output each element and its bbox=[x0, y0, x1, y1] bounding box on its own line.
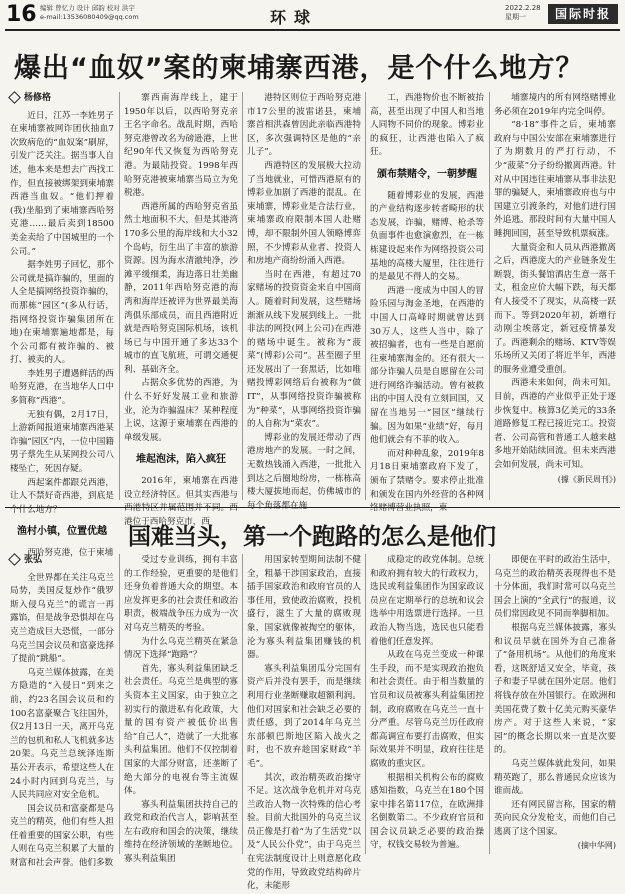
paragraph: 用国家转型期间法制不健全，粗暴干涉国家政治，直接插手国家政治和政府官员的人事任用，致使政治腐败，投机盛行，滋生了大量的腐败现象，国家就像被掏空的躯体，沦为寡头利益集团赚钱的机器。 bbox=[247, 555, 361, 661]
article1-credit: (據《新民周刊》) bbox=[557, 474, 616, 484]
paragraph: 成稳定的政党体制。总统和政府拥有较大的行政权力，选民或利益集团作为国家政议员应在定期举行的总统和议会选举中用选票进行选择。一旦政治人物当选，选民也只能看着他们任意发挥。 bbox=[370, 555, 484, 647]
paragraph: 西港一度成为中国人的冒险乐园与淘金圣地，在西港的中国人口高峰时期就曾达到30万人，这些人当中，除了被招骗者，也有一些是自愿前往柬埔寨淘金的。还有很大一部分诈骗人员是自愿留在公司进行网络诈骗活动。曾有被救出的中国人没有立刻回国，又留在当地另一“园区”继续行骗。因为如果“业绩”好，每月他们就会有不菲的收入。 bbox=[370, 285, 484, 446]
article2-byline: 张弘 bbox=[10, 554, 114, 568]
section-title: 环球 bbox=[270, 8, 319, 27]
paragraph: 无独有偶，2月17日，上游新闻报道柬埔寨西港某诈骗“园区”内，一位中国籍男子蔡先生从某网投公司八楼坠亡，死因存疑。 bbox=[10, 409, 114, 475]
paragraph: 据李姓男子回忆，那个公司就是搞诈骗的，里面的人全是搞网络投资诈骗的，而那栋“园区”(多从行话，指网络投资诈骗集团所在地)在柬埔寨遍地都是，每个公司都有被诈骗的、被打、被卖的人。 bbox=[10, 260, 114, 366]
diamond-icon bbox=[8, 553, 21, 566]
column-divider bbox=[242, 92, 243, 500]
paragraph: 占据众多优势的西港，为什么不好好发展工业和旅游业，沦为诈骗温床？某种程度上说，这源于柬埔寨在西港的单级发展。 bbox=[124, 378, 238, 443]
column-divider bbox=[489, 92, 490, 500]
paragraph: 即便在平时的政治生活中，乌克兰的政治精英表现得也不是十分体面，我们时常可以乌克兰国会上演的“全武行”的报道，议员们常因政见不同而拳脚相加。 bbox=[494, 555, 616, 620]
page-header bbox=[0, 0, 625, 30]
article1-column-3 bbox=[247, 92, 361, 511]
column-divider bbox=[365, 554, 366, 854]
paragraph: 国会议员和富豪都是乌克兰的精英，他们有些人担任着重要的国家公职，有些人则在乌克兰积累了大量的财富和社会声誉。他们多数 bbox=[10, 803, 114, 869]
column-divider bbox=[119, 554, 120, 854]
paragraph: 博彩业的发展还带动了西港房地产的发展。一时之间，无数热钱涌入西港，一批批入到达之后圈地纷房，一栋栋高楼大厦拔地而起，仿佛城市的每个角落都在施 bbox=[247, 432, 361, 511]
paragraph: 西港所属的西哈努克省虽然土地面积不大，但是其港湾170多公里的海岸线和大小32个岛屿，衍生出了丰富的旅游资源。因为海水清澈纯净，沙滩平缓细柔，海边落日壮美幽静，2011年西哈努克港的海湾和海岸还被评为世界最美海湾俱乐部成员，而且西港附近就是西哈努克国际机场，该机场已与中国开通了多达33个城市的直飞航班，可谓交通便利、基础齐全。 bbox=[124, 201, 238, 375]
paragraph: 西港未来如何，尚未可知。目前，西港的产业似乎正处于逐步恢复中。核算3亿美元的33条道路修复工程已接近完工。投资者、公司高管和普通工人越来越多地开始陆续回流。但未来西港会如何发展，尚未可知。 bbox=[494, 378, 616, 471]
page-number: 16 bbox=[6, 2, 37, 27]
header-rule bbox=[5, 29, 620, 31]
paragraph: 西哈努克港，位于柬埔 bbox=[27, 548, 114, 558]
article2-column-2 bbox=[124, 554, 238, 865]
paragraph: 随着博彩业的发展，西港的产业结构逐步转者畸形的状态发展，诈骗，赌博、枪杀等负面事件也愈演愈烈，在一栋栋建设起来作为网络投资公司基地的高楼大厦里，往往进行的是最见不得人的交易。 bbox=[370, 190, 484, 283]
paragraph: 其次，政治精英政治操守不足。这次战争危机并对乌克兰政治人物一次特殊的信心考验。目前大批国外的乌克兰议员正像是打着“为了生活党”以及“人民公仆党”，由于乌克兰在宪法制度设计上则意愿化政党的作用，导致政党结构碎片化，未能形 bbox=[247, 772, 361, 892]
article2-column-1 bbox=[10, 554, 114, 869]
article1-column-4 bbox=[370, 92, 484, 514]
paragraph: 还有网民留言称，国家的精英向民众分发枪支，而他们自己逃离了这个国家。 bbox=[494, 799, 616, 837]
paragraph: 受过专业训练，拥有丰富的工作经验，更重要的是他们还身负着普通大众的期望。本应发挥更多的社会责任和政治职责，极端战争压力成为一次对乌克兰精英的考验。 bbox=[124, 555, 238, 633]
paragraph: 全世界都在关注乌克兰局势，美国反复炒作“俄罗斯入侵乌克兰”的谎言一再露馅，但是战争恐惧却在乌克兰造成巨大恐慌，一部分乌克兰国会议员和富豪选择了提前“跳船”。 bbox=[10, 572, 114, 665]
paragraph: 埔寨境内的所有网络赌博业务必须在2019年内完全叫停。 bbox=[494, 93, 616, 117]
issue-weekday: 星期一 bbox=[505, 13, 526, 21]
paragraph: 乌克兰媒体披露，在美方隐造的“入侵日”到来之前，约23名国会议员和约100名富豪聚合飞往国外，仅2月13日一天，离开乌克兰的包机和私人飞机就多达20架。乌克兰总统泽连斯基公开表示，希望这些人在24小时内回到乌克兰，与人民共同应对安全危机。 bbox=[10, 667, 114, 801]
diamond-icon bbox=[8, 91, 21, 104]
article2-column-5 bbox=[494, 554, 616, 856]
article1-column-5 bbox=[494, 92, 616, 504]
paragraph: 工，西港物价也不断被抬高，甚至出现了中国人和当地人同物不同价的现象。博彩业的疯狂，让西港也陷入了疯狂。 bbox=[370, 93, 484, 158]
paragraph: 寡头利益集团扶持自己的政党和政治代言人，影响甚至左右政府和国会的决策，继续维持在经济领域的垄断地位。寡头利益集团 bbox=[124, 799, 238, 865]
editor-info-block bbox=[40, 4, 139, 22]
paragraph: 根据相关机构公布的腐败感知指数，乌克兰在180个国家中排名第117位，在欧洲排名倒数第二。不少政府官员和国会议员缺乏必要的政治操守，权钱交易较为普遍。 bbox=[370, 772, 484, 851]
paragraph: 寡头利益集团瓜分完国有资产后并没有罢手，而是继续利用行业垄断赚取超额利润。他们对国家和社会缺乏必要的责任感，到了2014年乌克兰东部顿巴斯地区陷入战火之时，也不放弃趁国家财政“羊毛”。 bbox=[247, 663, 361, 769]
article2-column-3 bbox=[247, 554, 361, 892]
paragraph: 大量资金和人员从西港撤离之后，西港庞大的产业链条发生断裂，街头餐馆酒店生意一落千丈，租金应价大幅下跌，每天都有人接受不了现实，从高楼一跃而下。等到2020年初，新增行动刚尘埃落定，新冠疫情暴发了。西港剩余的赌场、KTV等娱乐场所又关闭了将近半年，西港的服务业遭受重创。 bbox=[494, 242, 616, 375]
paragraph: 根据乌克兰媒体披露，寡头和议员早就在国外为自己准备了“备用机场”。从他们的角度来看，这既舒适又安全，毕竟，孩子和妻子早就在国外定居。他们将钱存放在外国银行。在欧洲和美国花费了数十亿美元购买豪华房产。对于这些人来说，“家园”的概念长期以来一直是次要的。 bbox=[494, 622, 616, 756]
column-divider bbox=[489, 554, 490, 854]
subheading: 颁布禁赌令，一朝梦醒 bbox=[377, 168, 477, 180]
paragraph: 乌克兰媒体就此发问，如果精英跑了，那么普通民众应该为谁而战。 bbox=[494, 758, 616, 797]
article-divider bbox=[5, 507, 620, 508]
paragraph: 2016年，柬埔寨在西港设立经济特区。但其实西港与西港特区并属范围并不同。西港位于西哈努克市，西 bbox=[124, 476, 238, 527]
article1-column-1 bbox=[10, 92, 114, 558]
paragraph: 港特区则位于西哈努克港市17公里的波雷诺县，柬埔寨首相洪森曾因此亲临西港特区，多次强调特区是他的“亲儿子”。 bbox=[247, 93, 361, 158]
newspaper-logo: 国际时报 bbox=[548, 4, 618, 24]
article2-column-4 bbox=[370, 554, 484, 856]
article2-credit: (摘中华网) bbox=[577, 841, 616, 851]
column-divider bbox=[119, 92, 120, 500]
paragraph: 而对种种乱象，2019年8月18日柬埔寨政府下发了，颁布了禁赌令。要求停止批准和颁发在国内外经营的各种网络赌博营业执照，柬 bbox=[370, 448, 484, 514]
article1-byline: 杨修格 bbox=[10, 92, 114, 106]
column-divider bbox=[242, 554, 243, 854]
paragraph: “8·18”事件之后，柬埔寨政府与中国公安部在柬埔寨进行了为期数月的严打行动，不少“菠菜”分子纷纷撤离西港。针对从中国违往柬埔寨从事非法犯罪的骗疑人，柬埔寨政府也与中国建立引渡条约，对他们进行国外追逃。那段时间有大量中国人睡拥回国，甚至导致机票疯涨。 bbox=[494, 120, 616, 239]
article1-headline: 爆出“血奴”案的柬埔寨西港，是个什么地方？ bbox=[14, 53, 584, 84]
paragraph: 为什么乌克兰精英在紧急情况下选择“跑路”？ bbox=[124, 636, 238, 661]
paragraph: 当时在西港，有超过70家赌场的投资资金来自中国商人。随着时间发展，这些赌场渐渐从线下发展到线上。一批非法的网投(网上公司)在西港的赌场中诞生。被称为“菠菜”(博彩)公司”。甚至圈子里还发展出了一套黑话，比如唯赌投博彩网络后台被称为“做IT”，从事网络投资诈骗被称为“种菜”，从事网络投资诈骗的人自称为“菜农”。 bbox=[247, 269, 361, 430]
paragraph: 李姓男子遭遇鲜活的西哈努克港，在当地华人口中多简称“西港”。 bbox=[10, 368, 114, 407]
editor-email: e-mail:13536080409@qq.com bbox=[40, 13, 139, 21]
paragraph: 西起案件都跟兑西港，让人不禁好奇西港，到底是个什么地方？ bbox=[10, 477, 114, 515]
issue-date: 2022.2.28 bbox=[505, 4, 541, 12]
paragraph: 西港特区的发展极大拉动了当地就业，可惜西港原有的博彩业加剧了西港的混乱。在柬埔寨，博彩业是合法行业，柬埔寨政府限制本国人赴赌博，却不限制外国人领略博弈照，不少博彩从业者、投资人和房地产商纷纷涌入西港。 bbox=[247, 160, 361, 267]
article2-headline: 国难当头，第一个跑路的怎么是他们 bbox=[128, 524, 496, 550]
paragraph: 首先，寡头利益集团缺乏社会责任。乌克兰是典型的寡头资本主义国家，由于独立之初实行的激进私有化政策，大量的国有资产被低价出售给“自己人”，造就了一大批寡头利益集团。他们不仅控制着国家的大部分财富，还垄断了绝大部分的电视台等主流媒体。 bbox=[124, 663, 238, 797]
editor-info: 编辑 曾忆力 设计 邱韵 校对 洪宇 bbox=[40, 4, 135, 12]
issue-date-block bbox=[505, 4, 541, 22]
paragraph: 近日，江苏一李姓男子在柬埔寨被网诈团伙抽血7次致病危的“血奴案”刷屏，引发广泛关注。据当事人自述，他本来是想去广西找工作，但直接被绑架到柬埔寨西港当血奴。“他们押着(我)坐船到了柬埔寨西哈努克港……最后卖到18500美金卖给了中国城里的一个公司。” bbox=[10, 110, 114, 257]
column-divider bbox=[365, 92, 366, 500]
paragraph: 从政在乌克兰变成一种课生手段，而不是实现政治抱负和社会责任。由于相当数量的官员和议员被寡头利益集团控制，政府腐败在乌克兰一直十分严重。尽管乌克兰历任政府都高调宣布要打击腐败，但实际效果并不明显，政府往往是腐败的重灾区。 bbox=[370, 650, 484, 769]
article1-column-2 bbox=[124, 92, 238, 527]
paragraph: 寨西南海岸线上，建于1950年以后，以西哈努克亲王名字命名。战乱时期，西哈努克港曾改名为磅逊港，上世纪90年代又恢复为西哈努克港。为最陆投资。1998年西哈努克港被柬埔寨当局立为免税港。 bbox=[124, 93, 238, 199]
subheading: 渔村小镇，位置优越 bbox=[17, 526, 107, 538]
subheading: 堆起泡沫，陷入疯狂 bbox=[136, 454, 226, 466]
